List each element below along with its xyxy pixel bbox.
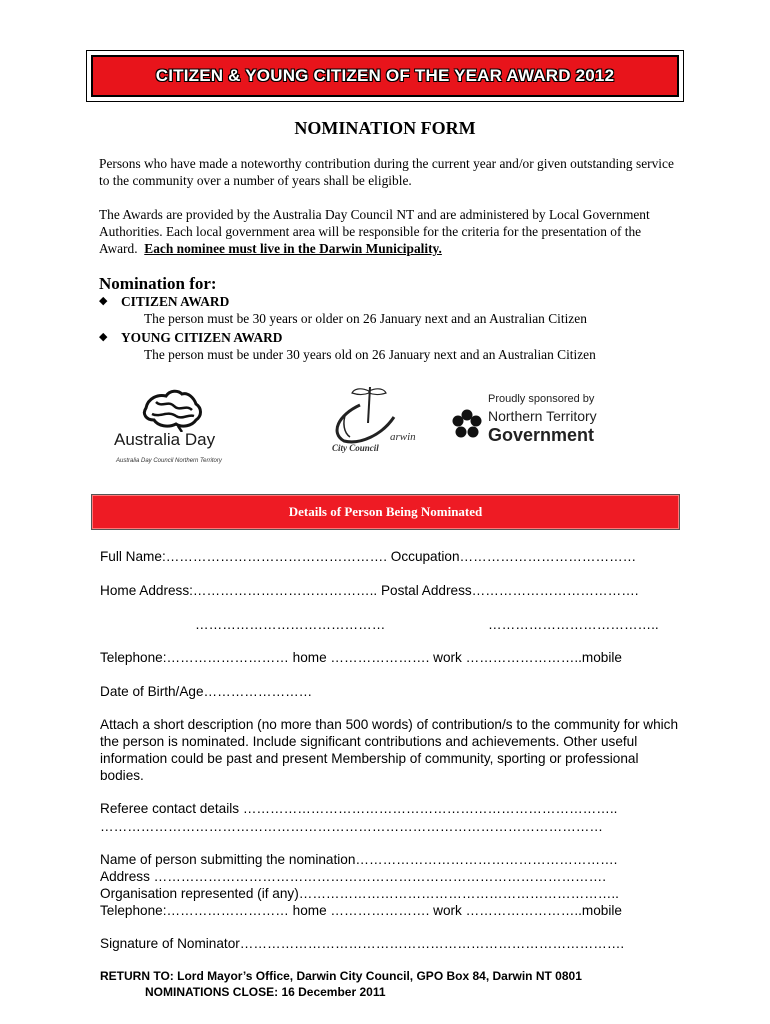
address-field[interactable]: Home Address:………………………………….. Postal Address………………………………. xyxy=(100,583,639,598)
eligibility-paragraph: Persons who have made a noteworthy contribution during the current year and/or given outstanding service to the community over a number of years shall be eligible. xyxy=(99,156,674,188)
title-banner xyxy=(86,50,684,102)
nt-government-logo xyxy=(452,391,622,451)
administration-paragraph xyxy=(99,206,679,257)
darwin-city-council-logo xyxy=(320,383,420,473)
submitter-telephone-field[interactable]: Telephone:……………………… home …………………. work ……………………..mobile xyxy=(100,903,622,918)
award-item xyxy=(99,329,659,346)
australia-day-subtitle: Australia Day Council Northern Territory xyxy=(116,458,222,464)
award-item xyxy=(99,293,659,310)
organisation-field[interactable]: Organisation represented (if any)…………………………………………………………….. xyxy=(100,886,619,901)
australia-day-wordmark: Australia Day xyxy=(114,430,216,449)
nomination-heading: Nomination for: xyxy=(99,274,217,293)
submitter-name-field[interactable]: Name of person submitting the nomination…………………………………………………. xyxy=(100,852,618,867)
referee-contact-field-continued[interactable]: ………………………………………………………………………………………………… xyxy=(100,819,603,834)
residency-requirement: Each nominee must live in the Darwin Municipality. xyxy=(144,241,442,256)
australia-map-icon xyxy=(138,388,208,432)
award-description: The person must be 30 years or older on 26 January next and an Australian Citizen xyxy=(144,311,587,326)
darwin-wordmark: arwin xyxy=(390,431,416,443)
desert-rose-icon xyxy=(452,409,482,439)
section-title: Details of Person Being Nominated xyxy=(288,504,483,519)
attachment-instructions: Attach a short description (no more than 500 words) of contribution/s to the community for which the person is nominated. Include significant contributions and achievements. Other useful information could be past and present Membership of community, sporting or professional bodies. xyxy=(100,717,679,783)
government-wordmark: Government xyxy=(488,425,595,445)
award-name: YOUNG CITIZEN AWARD xyxy=(121,330,283,345)
diamond-bullet-icon: ◆ xyxy=(99,295,108,307)
section-header-bar xyxy=(91,494,680,530)
australia-day-logo xyxy=(110,388,230,470)
award-description: The person must be under 30 years old on 26 January next and an Australian Citizen xyxy=(144,347,596,362)
title-banner-fill xyxy=(91,55,679,97)
return-instructions xyxy=(100,968,582,1000)
award-list xyxy=(99,293,659,363)
date-of-birth-field[interactable]: Date of Birth/Age…………………… xyxy=(100,684,313,699)
home-address-continued-field[interactable]: …………………………………… xyxy=(195,617,386,632)
diamond-bullet-icon: ◆ xyxy=(99,331,108,343)
award-name: CITIZEN AWARD xyxy=(121,294,230,309)
telephone-field[interactable]: Telephone:……………………… home …………………. work ……………………..mobile xyxy=(100,650,622,665)
nt-wordmark: Northern Territory xyxy=(488,408,597,424)
return-address: RETURN TO: Lord Mayor’s Office, Darwin City Council, GPO Box 84, Darwin NT 0801 xyxy=(100,969,582,983)
closing-date: NOMINATIONS CLOSE: 16 December 2011 xyxy=(145,985,386,999)
submitter-address-field[interactable]: Address ………………………………………………………………………………………. xyxy=(100,869,607,884)
form-title: NOMINATION FORM xyxy=(294,118,476,138)
city-council-wordmark: City Council xyxy=(332,443,379,453)
signature-field[interactable]: Signature of Nominator…………………………………………………………………………. xyxy=(100,936,625,951)
administration-text: The Awards are provided by the Australia Day Council NT and are administered by Local Government Authorities. Each local government area will be responsible for the criteria for the presentation of the Award. xyxy=(99,207,650,256)
postal-address-continued-field[interactable]: ……………………………….. xyxy=(488,617,659,632)
banner-title: CITIZEN & YOUNG CITIZEN OF THE YEAR AWARD 2012 xyxy=(155,66,615,85)
full-name-occupation-field[interactable]: Full Name:…………………………………………. Occupation………………………………… xyxy=(100,549,637,564)
sponsor-caption: Proudly sponsored by xyxy=(488,393,595,405)
referee-contact-field[interactable]: Referee contact details ……………………………………………………………………….. xyxy=(100,801,618,816)
